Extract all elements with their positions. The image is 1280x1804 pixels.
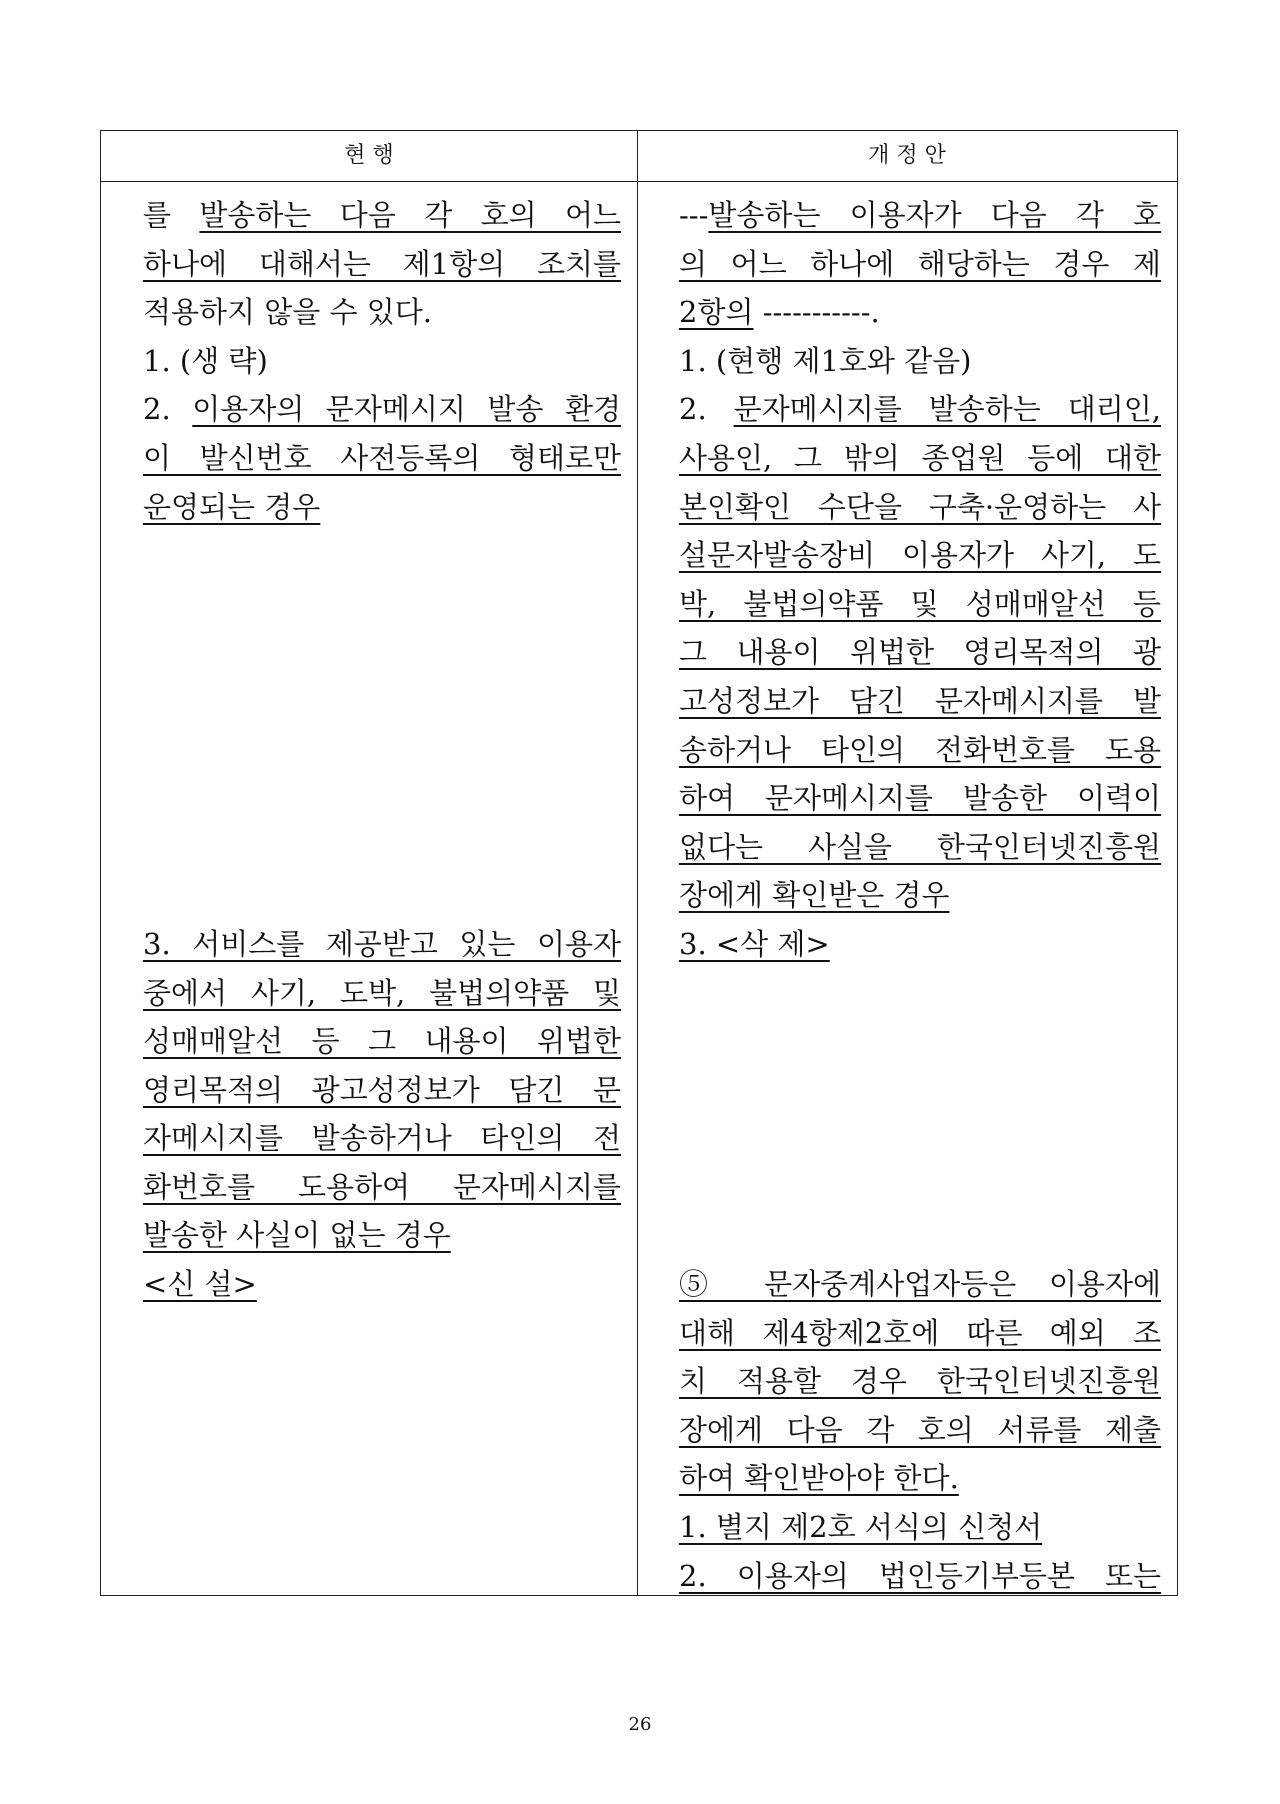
underlined-text: 2항의	[679, 295, 754, 330]
header-current: 현 행	[344, 143, 394, 168]
text-line	[679, 1309, 1161, 1358]
text-line	[679, 385, 1161, 434]
underlined-text: 그 내용이 위법한 영리목적의 광	[679, 635, 1161, 670]
underlined-text: 발송하는 이용자가 다음 각 호	[708, 198, 1161, 232]
plain-text: 2.	[143, 392, 193, 427]
underlined-text: 이용자의 문자메시지 발송 환경	[192, 392, 622, 427]
text-line	[679, 628, 1161, 677]
table-header-row	[101, 131, 1177, 182]
text-line	[679, 288, 1161, 337]
text-line	[679, 191, 1161, 240]
underlined-text: ⑤ 문자중계사업자등은 이용자에	[679, 1267, 1161, 1302]
text-line	[143, 1017, 621, 1066]
text-line	[679, 1260, 1161, 1309]
underlined-text: 성매매알선 등 그 내용이 위법한	[143, 1024, 621, 1059]
text-line	[143, 1211, 621, 1260]
text-line	[143, 288, 621, 337]
text-line	[143, 1114, 621, 1163]
text-line	[143, 920, 621, 969]
text-line	[679, 337, 1161, 386]
underlined-text: 발송하는 다음 각 호의 어느	[199, 198, 622, 232]
text-line	[143, 385, 621, 434]
text-line	[143, 726, 621, 775]
underlined-text: 사용인, 그 밖의 종업원 등에 대한	[679, 440, 1161, 475]
text-line	[679, 677, 1161, 726]
text-line	[143, 580, 621, 629]
underlined-text: 설문자발송장비 이용자가 사기, 도	[679, 538, 1161, 573]
text-line	[143, 871, 621, 920]
text-line	[679, 531, 1161, 580]
underlined-text: 자메시지를 발송하거나 타인의 전	[143, 1121, 621, 1156]
text-line	[679, 483, 1161, 532]
page-number: 26	[628, 1714, 652, 1735]
plain-text: 를	[143, 198, 200, 232]
plain-text: 적용하지 않을 수 있다.	[143, 295, 432, 330]
plain-text: 1. (현행 제1호와 같음)	[679, 343, 972, 378]
comparison-table	[100, 130, 1178, 1596]
text-line	[143, 1260, 621, 1309]
text-line	[143, 337, 621, 386]
plain-text: ---	[679, 198, 709, 232]
text-line	[143, 483, 621, 532]
underlined-text: 영리목적의 광고성정보가 담긴 문	[143, 1072, 621, 1107]
text-line	[679, 1114, 1161, 1163]
underlined-text: 의 어느 하나에 해당하는 경우 제	[679, 246, 1161, 281]
plain-text: 1. (생 략)	[143, 343, 268, 378]
underlined-text: 치 적용할 경우 한국인터넷진흥원	[679, 1364, 1161, 1399]
text-line	[679, 1211, 1161, 1260]
text-line	[143, 628, 621, 677]
current-text-column	[143, 191, 621, 1309]
text-line	[679, 1454, 1161, 1503]
underlined-text: <신 설>	[143, 1267, 257, 1302]
text-line	[143, 1066, 621, 1115]
plain-text: 2.	[679, 392, 734, 427]
underlined-text: 3. 서비스를 제공받고 있는 이용자	[143, 926, 621, 961]
text-line	[143, 1163, 621, 1212]
text-line	[679, 1552, 1161, 1601]
underlined-text: 송하거나 타인의 전화번호를 도용	[679, 732, 1161, 767]
text-line	[679, 726, 1161, 775]
text-line	[679, 1163, 1161, 1212]
underlined-text: 1. 별지 제2호 서식의 신청서	[679, 1510, 1043, 1545]
text-line	[143, 823, 621, 872]
underlined-text: 3. <삭 제>	[679, 926, 830, 961]
text-line	[143, 969, 621, 1018]
underlined-text: 운영되는 경우	[143, 489, 321, 524]
underlined-text: 본인확인 수단을 구축·운영하는 사	[679, 489, 1161, 524]
column-divider	[637, 131, 638, 1595]
underlined-text: 하여 확인받아야 한다.	[679, 1461, 959, 1496]
header-amendment: 개 정 안	[868, 143, 946, 168]
underlined-text: 하여 문자메시지를 발송한 이력이	[679, 781, 1161, 816]
text-line	[143, 240, 621, 289]
underlined-text: 문자메시지를 발송하는 대리인,	[733, 392, 1162, 427]
text-line	[679, 1017, 1161, 1066]
underlined-text: 장에게 확인받은 경우	[679, 878, 950, 913]
text-line	[143, 677, 621, 726]
underlined-text: 없다는 사실을 한국인터넷진흥원	[679, 829, 1161, 864]
underlined-text: 이 발신번호 사전등록의 형태로만	[143, 440, 621, 475]
underlined-text: 장에게 다음 각 호의 서류를 제출	[679, 1412, 1161, 1447]
text-line	[679, 969, 1161, 1018]
text-line	[679, 1503, 1161, 1552]
text-line	[679, 1406, 1161, 1455]
underlined-text: 박, 불법의약품 및 성매매알선 등	[679, 586, 1161, 621]
text-line	[679, 920, 1161, 969]
text-line	[143, 191, 621, 240]
underlined-text: 2. 이용자의 법인등기부등본 또는	[679, 1558, 1161, 1593]
text-line	[679, 1357, 1161, 1406]
underlined-text: 대해 제4항제2호에 따른 예외 조	[679, 1315, 1161, 1350]
text-line	[679, 774, 1161, 823]
underlined-text: 발송한 사실이 없는 경우	[143, 1218, 451, 1253]
text-line	[679, 871, 1161, 920]
text-line	[679, 580, 1161, 629]
amendment-text-column	[679, 191, 1161, 1600]
text-line	[679, 1066, 1161, 1115]
underlined-text: 화번호를 도용하여 문자메시지를	[143, 1169, 621, 1204]
text-line	[679, 240, 1161, 289]
text-line	[143, 434, 621, 483]
underlined-text: 하나에 대해서는 제1항의 조치를	[143, 246, 621, 281]
text-line	[143, 531, 621, 580]
text-line	[679, 823, 1161, 872]
plain-text: -----------.	[753, 295, 880, 330]
underlined-text: 고성정보가 담긴 문자메시지를 발	[679, 683, 1161, 718]
text-line	[143, 774, 621, 823]
underlined-text: 중에서 사기, 도박, 불법의약품 및	[143, 975, 621, 1010]
text-line	[679, 434, 1161, 483]
